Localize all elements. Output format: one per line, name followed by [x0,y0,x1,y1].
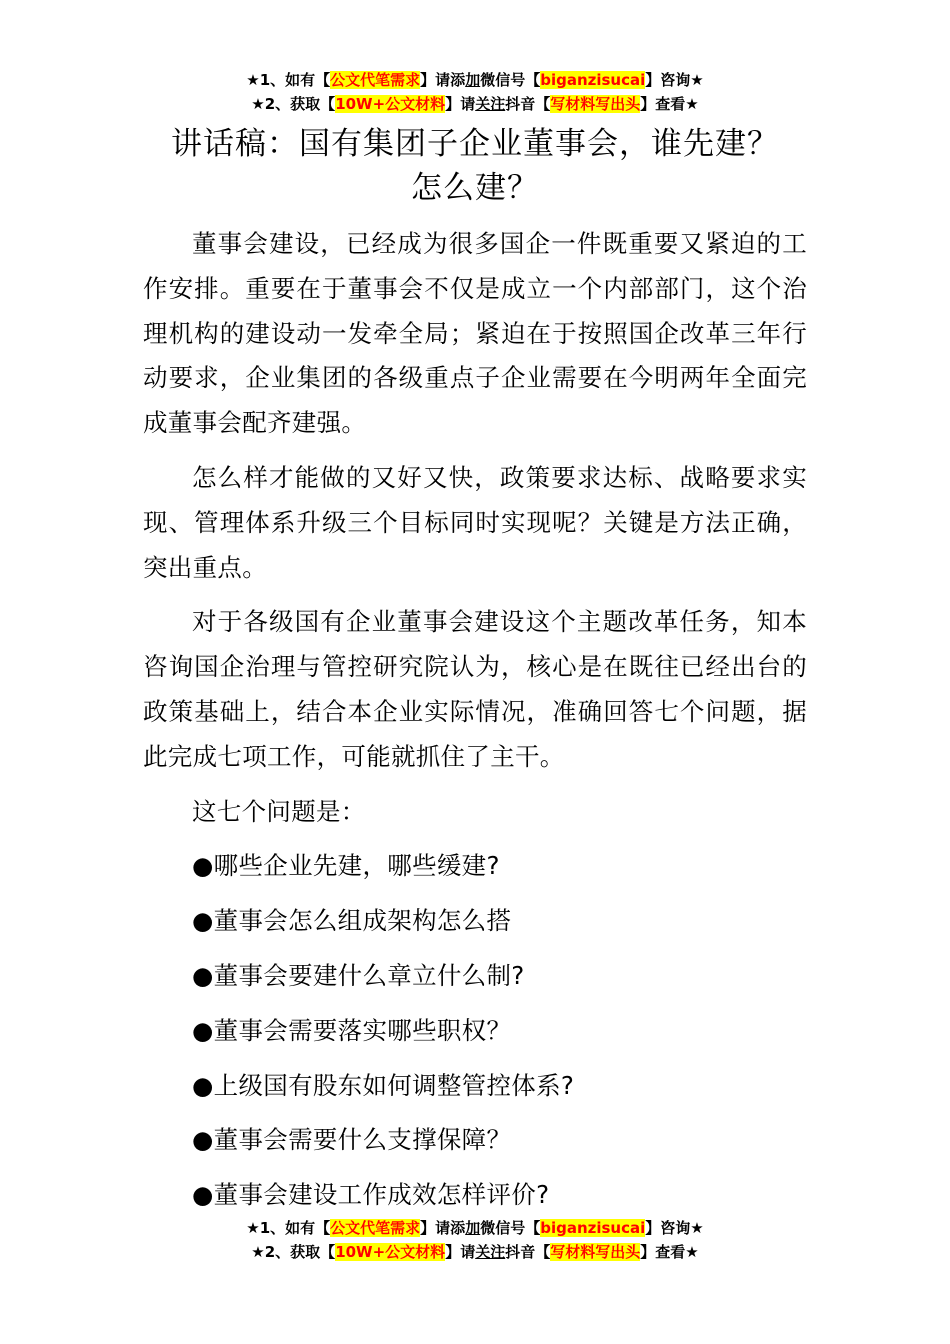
banner-text: 】请 [445,1243,476,1261]
document-title [0,122,950,210]
banner-text: 】咨询★ [645,1219,704,1237]
banner-text: 】请添 [420,1219,466,1237]
question-item: ●董事会要建什么章立什么制? [192,960,525,990]
banner-text: 】咨询★ [645,71,704,89]
question-item: ●董事会需要什么支撑保障？ [192,1125,512,1155]
banner-text: 微信号【 [480,1219,541,1237]
banner-text: 】请添 [420,71,466,89]
banner-line-1 [0,68,950,92]
banner-underlined-text: 关注 [475,95,506,113]
banner-highlight: 写材料写出头 [550,95,641,113]
document-body [143,222,807,1228]
banner-line-2 [0,92,950,116]
banner-underlined-text: 关注 [475,1243,506,1261]
banner-text: 】查看★ [640,1243,699,1261]
body-paragraph-2: 怎么样才能做的又好又快，政策要求达标、战略要求实现、管理体系升级三个目标同时实现呢？关键是方法正确，突出重点。 [143,462,807,582]
question-item: ●董事会怎么组成架构怎么搭 [192,906,512,936]
top-banner [0,68,950,116]
banner-text: ★1、如有【 [246,1219,331,1237]
banner-highlight: 写材料写出头 [550,1243,641,1261]
question-item: ●哪些企业先建，哪些缓建? [192,851,500,881]
banner-text: ★2、获取【 [251,95,336,113]
questions-intro: 这七个问题是： [192,796,366,826]
title-line-1: 讲话稿：国有集团子企业董事会，谁先建？ [171,126,779,162]
body-paragraph-1: 董事会建设，已经成为很多国企一件既重要又紧迫的工作安排。重要在于董事会不仅是成立一个内部部门，这个治理机构的建设动一发牵全局；紧迫在于按照国企改革三年行动要求，企业集团的各级重点子企业需要在今明两年全面完成董事会配齐建强。 [143,229,807,438]
banner-underlined-text: 加 [465,1219,481,1237]
question-item: ●董事会建设工作成效怎样评价? [192,1180,550,1210]
banner-text: 】查看★ [640,95,699,113]
banner-text: 抖音【 [505,95,551,113]
banner-text: ★1、如有【 [246,71,331,89]
banner-highlight: 公文代笔需求 [330,71,421,89]
banner-text: 微信号【 [480,71,541,89]
banner-text: 抖音【 [505,1243,551,1261]
body-paragraph-3: 对于各级国有企业董事会建设这个主题改革任务，知本咨询国企治理与管控研究院认为，核心是在既往已经出台的政策基础上，结合本企业实际情况，准确回答七个问题，据此完成七项工作，可能就抓住了主干。 [143,607,807,771]
banner-text: 】请 [445,95,476,113]
title-line-2: 怎么建？ [411,170,539,206]
question-item: ●上级国有股东如何调整管控体系? [192,1070,575,1100]
banner-highlight: biganzisucai [540,71,646,89]
banner-highlight: 10W+公文材料 [335,95,446,113]
banner-highlight: 10W+公文材料 [335,1243,446,1261]
banner-line-2 [0,1240,950,1264]
banner-text: ★2、获取【 [251,1243,336,1261]
banner-line-1 [0,1216,950,1240]
banner-highlight: biganzisucai [540,1219,646,1237]
banner-highlight: 公文代笔需求 [330,1219,421,1237]
bottom-banner [0,1216,950,1264]
banner-underlined-text: 加 [465,71,481,89]
question-item: ●董事会需要落实哪些职权？ [192,1015,512,1045]
